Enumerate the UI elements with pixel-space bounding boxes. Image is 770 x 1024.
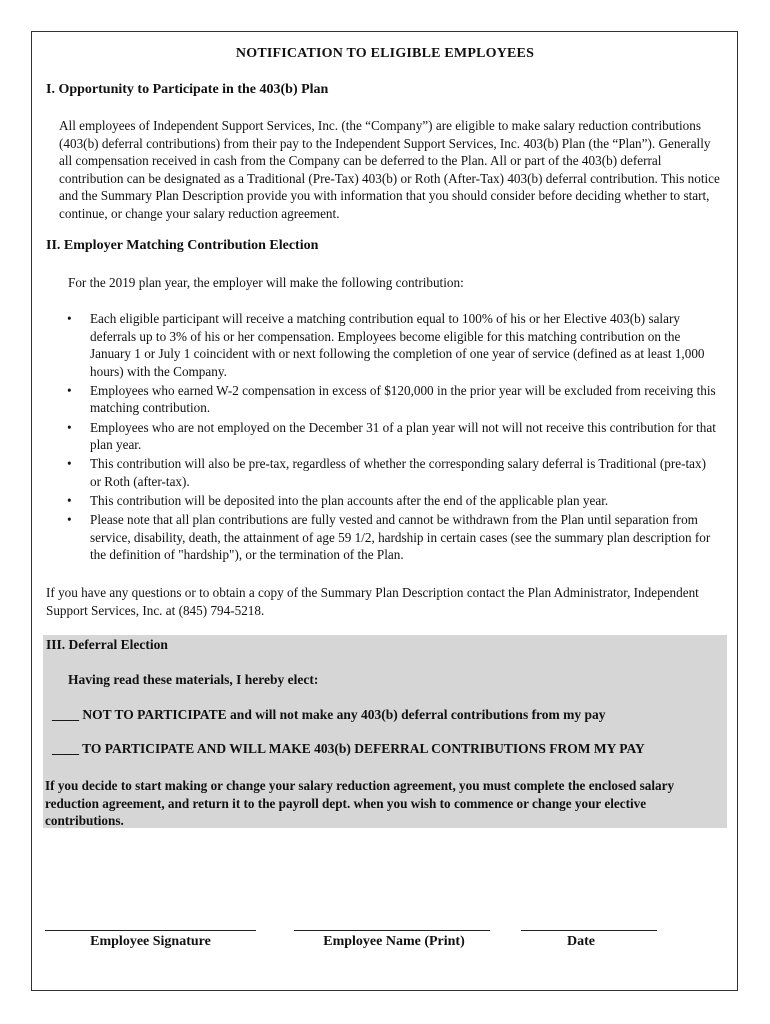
- name-label: Employee Name (Print): [323, 934, 465, 949]
- document-title: NOTIFICATION TO ELIGIBLE EMPLOYEES: [235, 46, 535, 61]
- date-label: Date: [567, 934, 595, 949]
- name-line[interactable]: [294, 930, 490, 931]
- election-lead: Having read these materials, I hereby elect:: [68, 672, 319, 687]
- section-1-paragraph: All employees of Independent Support Services, Inc. (the “Company”) are eligible to make salary reduction contributions (403(b) deferral contributions) from their pay to the Independent Support Services, Inc. 403(b) Plan (the “Plan”). Generally all compensation received in cash from the Company can be deferred to the Plan. All or part of the 403(b) deferral contribution can be designated as a Traditional (Pre-Tax) 403(b) or Roth (After-Tax) 403(b) deferral contribution. This notice and the Summary Plan Description provide you with information that you should consider before deciding whether to start, continue, or change your salary reduction agreement.: [59, 118, 720, 221]
- list-item: • This contribution will also be pre-tax, regardless of whether the corresponding salary deferral is Traditional (pre-tax) or Roth (after-tax).: [67, 456, 706, 489]
- list-item: • Please note that all plan contributions are fully vested and cannot be withdrawn from the Plan until separation from service, disability, death, the attainment of age 59 1/2, hardship in certain cases (see the summary plan description for the definition of "hardship"), or the termination of the Plan.: [67, 512, 711, 563]
- matching-terms-list: [67, 310, 719, 565]
- signature-line[interactable]: [45, 930, 256, 931]
- bullet-icon: •: [67, 311, 72, 326]
- list-item: • Employees who are not employed on the December 31 of a plan year will not will not receive this contribution for that plan year.: [67, 419, 716, 453]
- bullet-icon: •: [67, 419, 72, 435]
- date-line[interactable]: [521, 930, 657, 931]
- bullet-icon: •: [67, 382, 72, 398]
- bullet-icon: •: [67, 456, 72, 472]
- election-note: If you decide to start making or change your salary reduction agreement, you must complete the enclosed salary reduction agreement, and return it to the payroll dept. when you wish to commence or change your elective contributions.: [45, 778, 675, 828]
- list-item: • Employees who earned W-2 compensation in excess of $120,000 in the prior year will be excluded from receiving this matching contribution.: [67, 382, 716, 416]
- bullet-icon: •: [67, 492, 72, 508]
- option-not-participate[interactable]: ____ NOT TO PARTICIPATE and will not make any 403(b) deferral contributions from my pay: [52, 707, 606, 722]
- section-3-heading: III. Deferral Election: [46, 637, 168, 652]
- list-item: • This contribution will be deposited into the plan accounts after the end of the applicable plan year.: [67, 492, 609, 508]
- option-participate[interactable]: ____ TO PARTICIPATE AND WILL MAKE 403(b) DEFERRAL CONTRIBUTIONS FROM MY PAY: [52, 741, 645, 756]
- bullet-icon: •: [67, 512, 72, 528]
- list-item: • Each eligible participant will receive a matching contribution equal to 100% of his or her Elective 403(b) salary deferrals up to 3% of his or her compensation. Employees become eligible for this matching contribution on the January 1 or July 1 coincident with or next following the completion of one year of service (defined as at least 1,000 hours) with the Company.: [67, 311, 705, 379]
- section-1-heading: I. Opportunity to Participate in the 403(b) Plan: [46, 82, 329, 97]
- contact-paragraph: If you have any questions or to obtain a copy of the Summary Plan Description contact the Plan Administrator, Independent Support Services, Inc. at (845) 794-5218.: [46, 585, 699, 618]
- section-2-heading: II. Employer Matching Contribution Election: [46, 238, 319, 253]
- signature-label: Employee Signature: [90, 934, 211, 949]
- section-2-intro: For the 2019 plan year, the employer will make the following contribution:: [68, 275, 464, 290]
